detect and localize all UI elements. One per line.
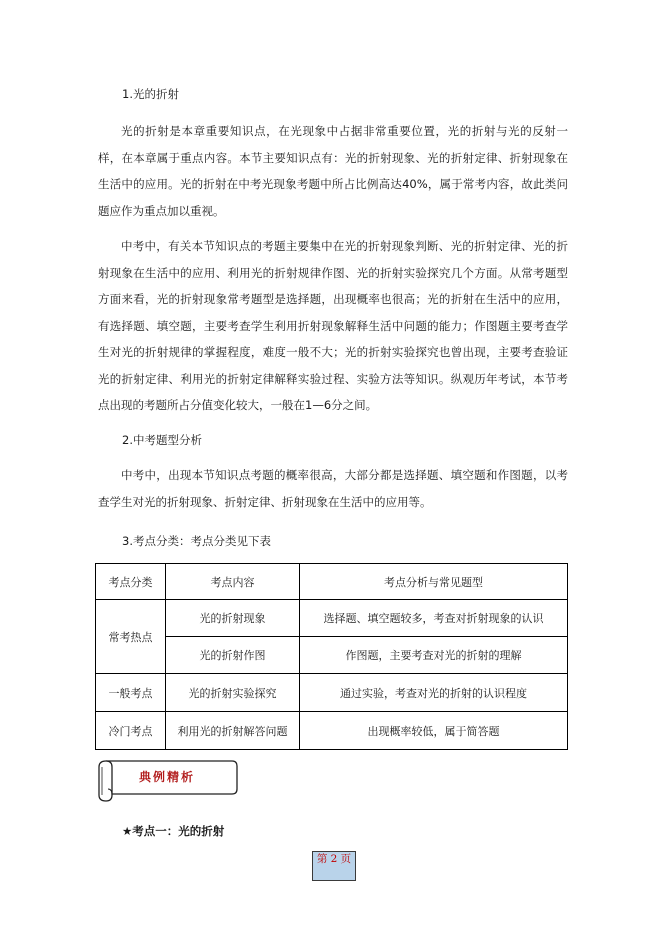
cell-content: 光的折射作图 — [166, 637, 300, 674]
section-1-title: 1.光的折射 — [122, 87, 179, 101]
cell-content: 光的折射现象 — [166, 600, 300, 637]
exam-points-table — [95, 563, 568, 750]
table-row — [96, 674, 568, 712]
cell-content: 光的折射实验探究 — [166, 674, 300, 712]
header-content: 考点内容 — [166, 564, 300, 600]
section-2-title: 2.中考题型分析 — [122, 433, 202, 447]
kaodian-1-title: ★考点一：光的折射 — [122, 824, 225, 838]
section-3-title: 3.考点分类：考点分类见下表 — [122, 534, 271, 548]
cell-analysis: 选择题、填空题较多，考查对折射现象的认识 — [300, 600, 568, 637]
header-analysis: 考点分析与常见题型 — [300, 564, 568, 600]
cell-analysis: 作图题，主要考查对光的折射的理解 — [300, 637, 568, 674]
header-category: 考点分类 — [96, 564, 166, 600]
page-number-text: 第 2 页 — [316, 853, 352, 865]
cell-analysis: 通过实验，考查对光的折射的认识程度 — [300, 674, 568, 712]
table-header-row — [96, 564, 568, 600]
category-hot: 常考热点 — [96, 600, 166, 674]
paragraph-1: 光的折射是本章重要知识点，在光现象中占据非常重要位置，光的折射与光的反射一样，在本章属于重点内容。本节主要知识点有：光的折射现象、光的折射定律、折射现象在生活中的应用。光的折射在中考光现象考题中所占比例高达40%，属于常考内容，故此类问题应作为重点加以重视。 — [98, 124, 568, 218]
table-row — [96, 712, 568, 750]
banner-label: 典例精析 — [138, 770, 195, 784]
table-row — [96, 637, 568, 674]
cell-content: 利用光的折射解答问题 — [166, 712, 300, 750]
table-row — [96, 600, 568, 637]
page-number-box — [312, 851, 356, 881]
paragraph-2: 中考中，有关本节知识点的考题主要集中在光的折射现象判断、光的折射定律、光的折射现象在生活中的应用、利用光的折射规律作图、光的折射实验探究几个方面。从常考题型方面来看，光的折射现象常考题型是选择题，出现概率也很高；光的折射在生活中的应用，有选择题、填空题，主要考查学生利用折射现象解释生活中问题的能力；作图题主要考查学生对光的折射规律的掌握程度，难度一般不大；光的折射实验探究也曾出现，主要考查验证光的折射定律、利用光的折射定律解释实验过程、实验方法等知识。纵观历年考试，本节考点出现的考题所占分值变化较大，一般在1—6分之间。 — [98, 239, 568, 412]
category-general: 一般考点 — [96, 674, 166, 712]
paragraph-3: 中考中，出现本节知识点考题的概率很高，大部分都是选择题、填空题和作图题，以考查学生对光的折射现象、折射定律、折射现象在生活中的应用等。 — [98, 468, 568, 509]
category-cold: 冷门考点 — [96, 712, 166, 750]
cell-analysis: 出现概率较低，属于简答题 — [300, 712, 568, 750]
example-analysis-banner — [96, 757, 238, 803]
